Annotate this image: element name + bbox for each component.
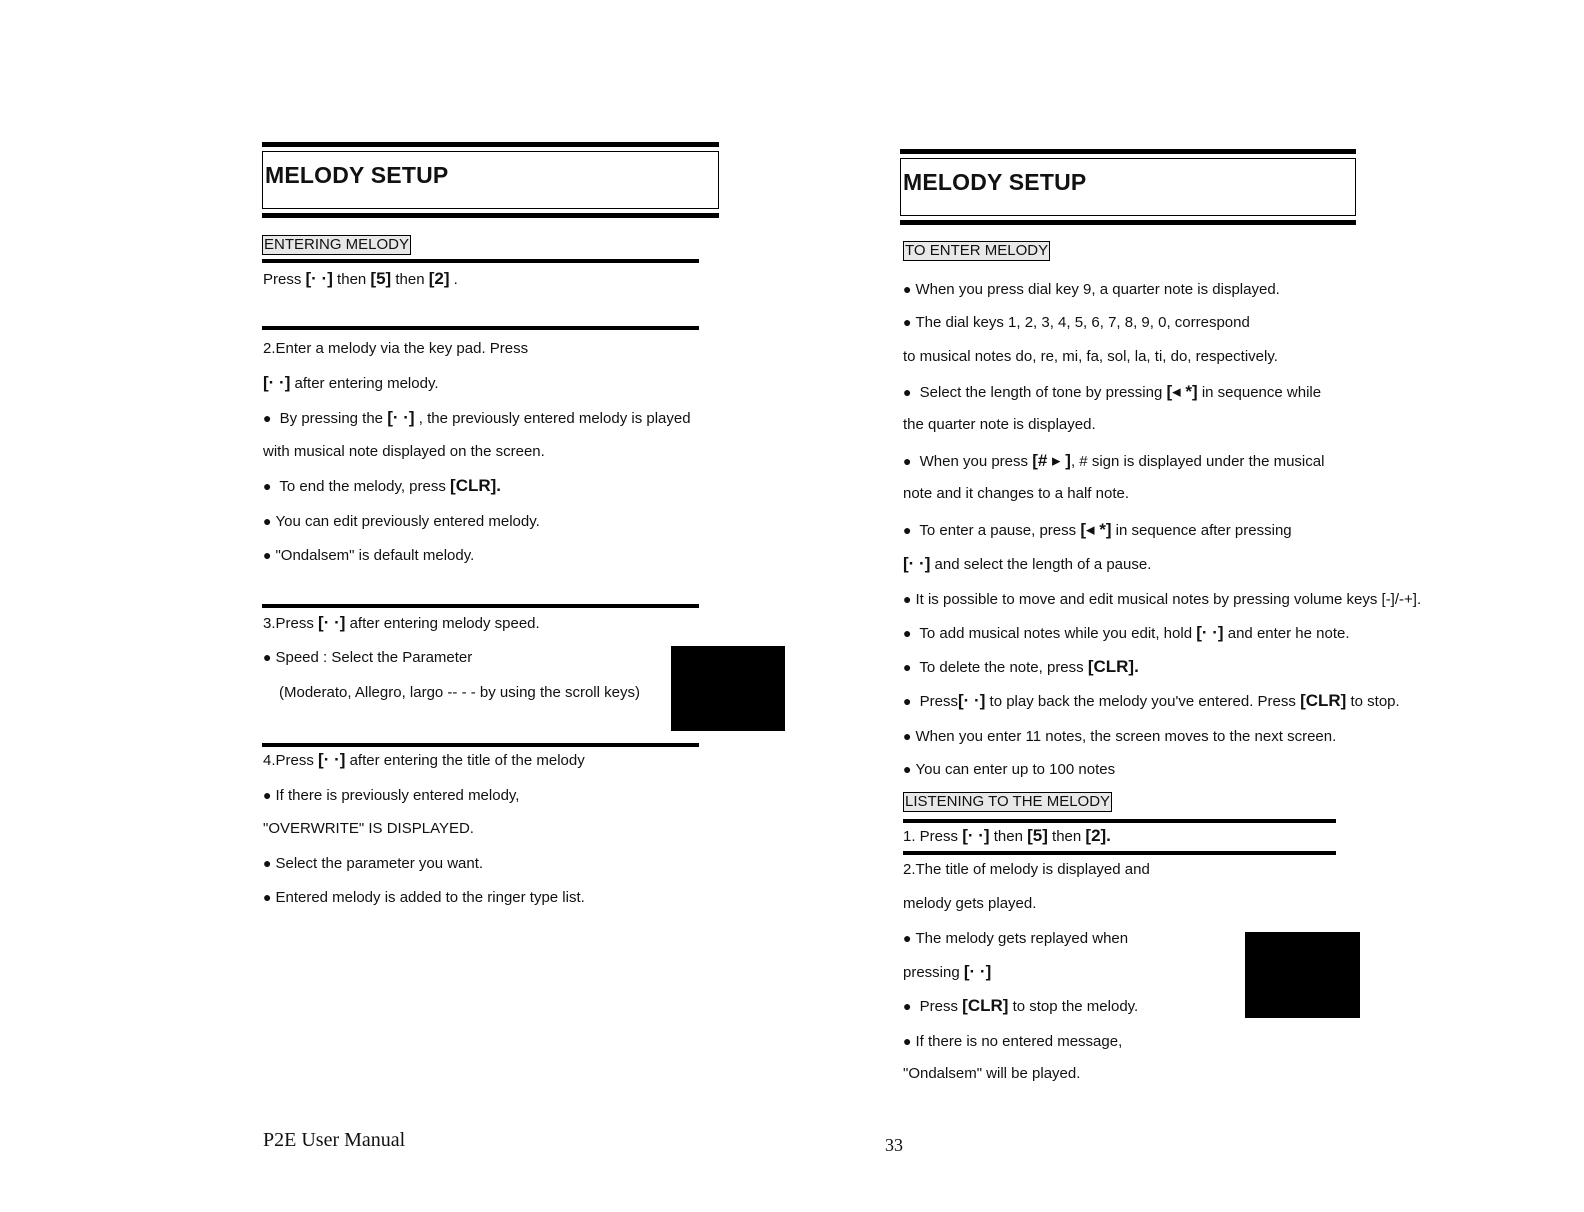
right-listen-bullet-1-cont: pressing [· ·] (903, 962, 992, 981)
right-rule-1 (903, 819, 1336, 823)
left-bullet-1: ● By pressing the [· ·] , the previously entered melody is played (263, 408, 691, 429)
left-rule-1 (262, 259, 699, 263)
right-line-5-cont: [· ·] and select the length of a pause. (903, 554, 1152, 573)
left-step1: Press [· ·] then [5] then [2] . (263, 269, 458, 288)
left-step4: 4.Press [· ·] after entering the title of the melody (263, 750, 585, 769)
right-rule-2 (903, 851, 1336, 855)
right-listen-bullet-3: ● If there is no entered message, (903, 1031, 1122, 1052)
left-bullet-5: ● Speed : Select the Parameter (263, 647, 472, 668)
left-bullet-3: ● You can edit previously entered melody. (263, 511, 540, 532)
right-line-4: ● When you press [# ▸ ], # sign is displayed under the musical (903, 451, 1324, 472)
footer-page-number: 33 (885, 1135, 903, 1155)
right-line-4-cont: note and it changes to a half note. (903, 485, 1130, 502)
right-line-6: ● It is possible to move and edit musical notes by pressing volume keys [-]/-+]. (903, 589, 1421, 610)
right-line-3-cont: the quarter note is displayed. (903, 416, 1096, 433)
right-line-7: ● To add musical notes while you edit, hold [· ·] and enter he note. (903, 623, 1350, 644)
left-step3: 3.Press [· ·] after entering melody speed. (263, 613, 540, 632)
left-rule-2 (262, 326, 699, 330)
right-listen-step2-cont: melody gets played. (903, 895, 1037, 912)
left-redacted-image (671, 646, 785, 731)
left-bullet-6-cont: "OVERWRITE" IS DISPLAYED. (263, 820, 474, 837)
right-listen-step1: 1. Press [· ·] then [5] then [2]. (903, 826, 1111, 845)
right-line-2-cont: to musical notes do, re, mi, fa, sol, la, ti, do, respectively. (903, 348, 1278, 365)
right-line-9: ● Press[· ·] to play back the melody you've entered. Press [CLR] to stop. (903, 691, 1400, 712)
right-line-10: ● When you enter 11 notes, the screen moves to the next screen. (903, 726, 1336, 747)
right-title-box (900, 149, 1356, 225)
right-listen-bullet-2: ● Press [CLR] to stop the melody. (903, 996, 1138, 1017)
right-listen-bullet-1: ● The melody gets replayed when (903, 928, 1128, 949)
right-section-heading-1: TO ENTER MELODY (905, 242, 1049, 259)
left-step2: 2.Enter a melody via the key pad. Press (263, 340, 529, 357)
left-section-heading: ENTERING MELODY (264, 236, 410, 253)
left-bullet-6: ● If there is previously entered melody, (263, 785, 519, 806)
left-page-title: MELODY SETUP (265, 162, 449, 188)
left-bullet-1-cont: with musical note displayed on the screen. (263, 443, 545, 460)
left-title-box (262, 142, 719, 218)
right-redacted-image (1245, 932, 1360, 1018)
left-step2-cont: [· ·] after entering melody. (263, 373, 439, 392)
right-line-2: ● The dial keys 1, 2, 3, 4, 5, 6, 7, 8, 9, 0, correspond (903, 312, 1250, 333)
right-line-11: ● You can enter up to 100 notes (903, 759, 1115, 780)
right-listen-bullet-3-cont: "Ondalsem" will be played. (903, 1065, 1081, 1082)
left-bullet-4: ● "Ondalsem" is default melody. (263, 545, 474, 566)
right-line-3: ● Select the length of tone by pressing [◂ *] in sequence while (903, 382, 1321, 403)
right-section-heading-2: LISTENING TO THE MELODY (905, 793, 1111, 810)
right-listen-step2: 2.The title of melody is displayed and (903, 861, 1150, 878)
left-bullet-8: ● Entered melody is added to the ringer type list. (263, 887, 585, 908)
left-bullet-7: ● Select the parameter you want. (263, 853, 483, 874)
left-bullet-2: ● To end the melody, press [CLR]. (263, 476, 501, 497)
footer-manual-name: P2E User Manual (263, 1129, 406, 1151)
right-page-title: MELODY SETUP (903, 169, 1087, 195)
right-line-1: ● When you press dial key 9, a quarter note is displayed. (903, 279, 1280, 300)
right-line-8: ● To delete the note, press [CLR]. (903, 657, 1139, 678)
left-rule-4 (262, 743, 699, 747)
left-bullet-5-cont: (Moderato, Allegro, largo -- - - by using the scroll keys) (279, 684, 640, 701)
right-line-5: ● To enter a pause, press [◂ *] in sequence after pressing (903, 520, 1292, 541)
left-rule-3 (262, 604, 699, 608)
